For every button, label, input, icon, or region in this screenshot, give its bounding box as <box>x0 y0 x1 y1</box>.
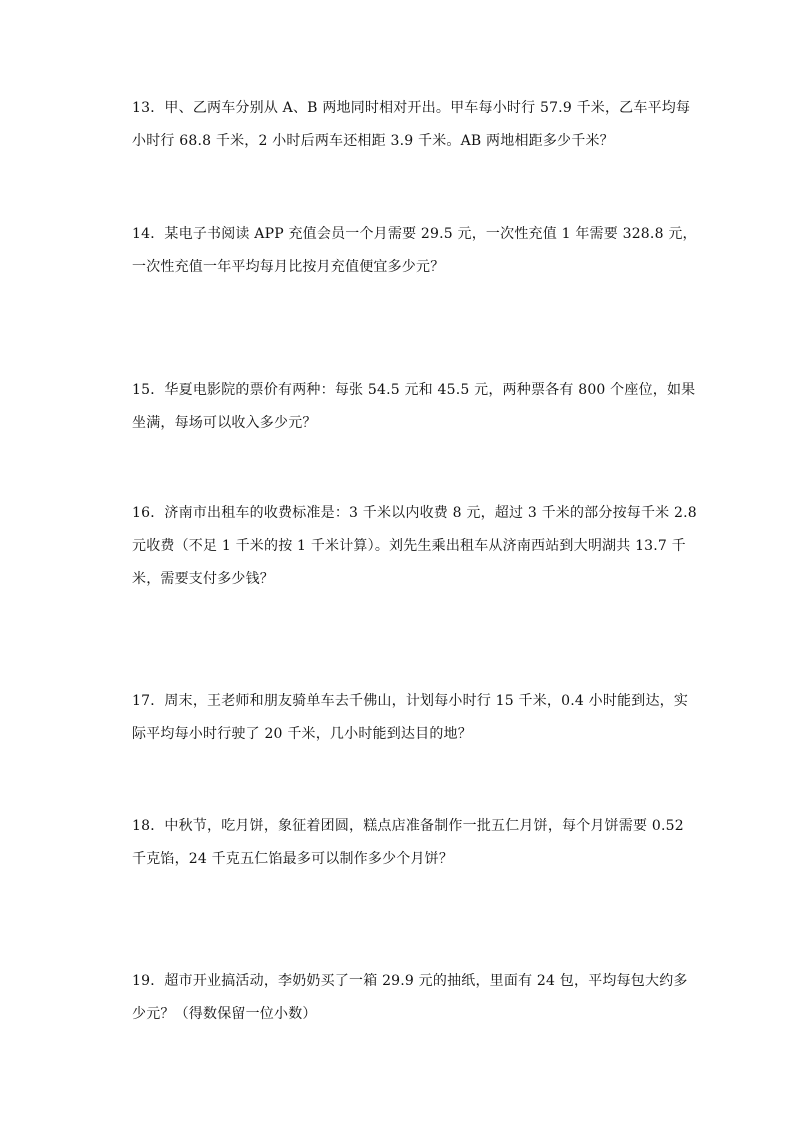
question-line: 14．某电子书阅读 APP 充值会员一个月需要 29.5 元，一次性充值 1 年需要 328.8 元， <box>132 226 697 242</box>
question-line: 元收费（不足 1 千米的按 1 千米计算）。刘先生乘出租车从济南西站到大明湖共 13.7 千 <box>132 538 686 554</box>
question-17 <box>132 685 689 751</box>
question-line: 少元？（得数保留一位小数） <box>132 1006 317 1022</box>
question-line: 13．甲、乙两车分别从 A、B 两地同时相对开出。甲车每小时行 57.9 千米，乙车平均每 <box>132 100 691 116</box>
question-line: 坐满，每场可以收入多少元？ <box>132 415 317 431</box>
question-line: 17．周末，王老师和朋友骑单车去千佛山，计划每小时行 15 千米，0.4 小时能到达，实 <box>132 693 689 709</box>
question-19 <box>132 965 688 1031</box>
question-13 <box>132 92 691 158</box>
question-line: 际平均每小时行驶了 20 千米，几小时能到达目的地？ <box>132 726 472 742</box>
question-16 <box>132 497 697 596</box>
question-line: 千克馅，24 千克五仁馅最多可以制作多少个月饼？ <box>132 851 454 867</box>
question-line: 15．华夏电影院的票价有两种：每张 54.5 元和 45.5 元，两种票各有 800 个座位，如果 <box>132 382 696 398</box>
question-14 <box>132 218 697 284</box>
question-18 <box>132 810 684 876</box>
question-line: 16．济南市出租车的收费标准是：3 千米以内收费 8 元，超过 3 千米的部分按每千米 2.8 <box>132 505 697 521</box>
question-line: 米，需要支付多少钱？ <box>132 571 274 587</box>
question-15 <box>132 374 696 440</box>
question-line: 19．超市开业搞活动，李奶奶买了一箱 29.9 元的抽纸，里面有 24 包，平均每包大约多 <box>132 973 688 989</box>
question-line: 一次性充值一年平均每月比按月充值便宜多少元？ <box>132 259 445 275</box>
question-line: 18．中秋节，吃月饼，象征着团圆，糕点店准备制作一批五仁月饼，每个月饼需要 0.52 <box>132 818 684 834</box>
question-line: 小时行 68.8 千米，2 小时后两车还相距 3.9 千米。AB 两地相距多少千米？ <box>132 133 614 149</box>
